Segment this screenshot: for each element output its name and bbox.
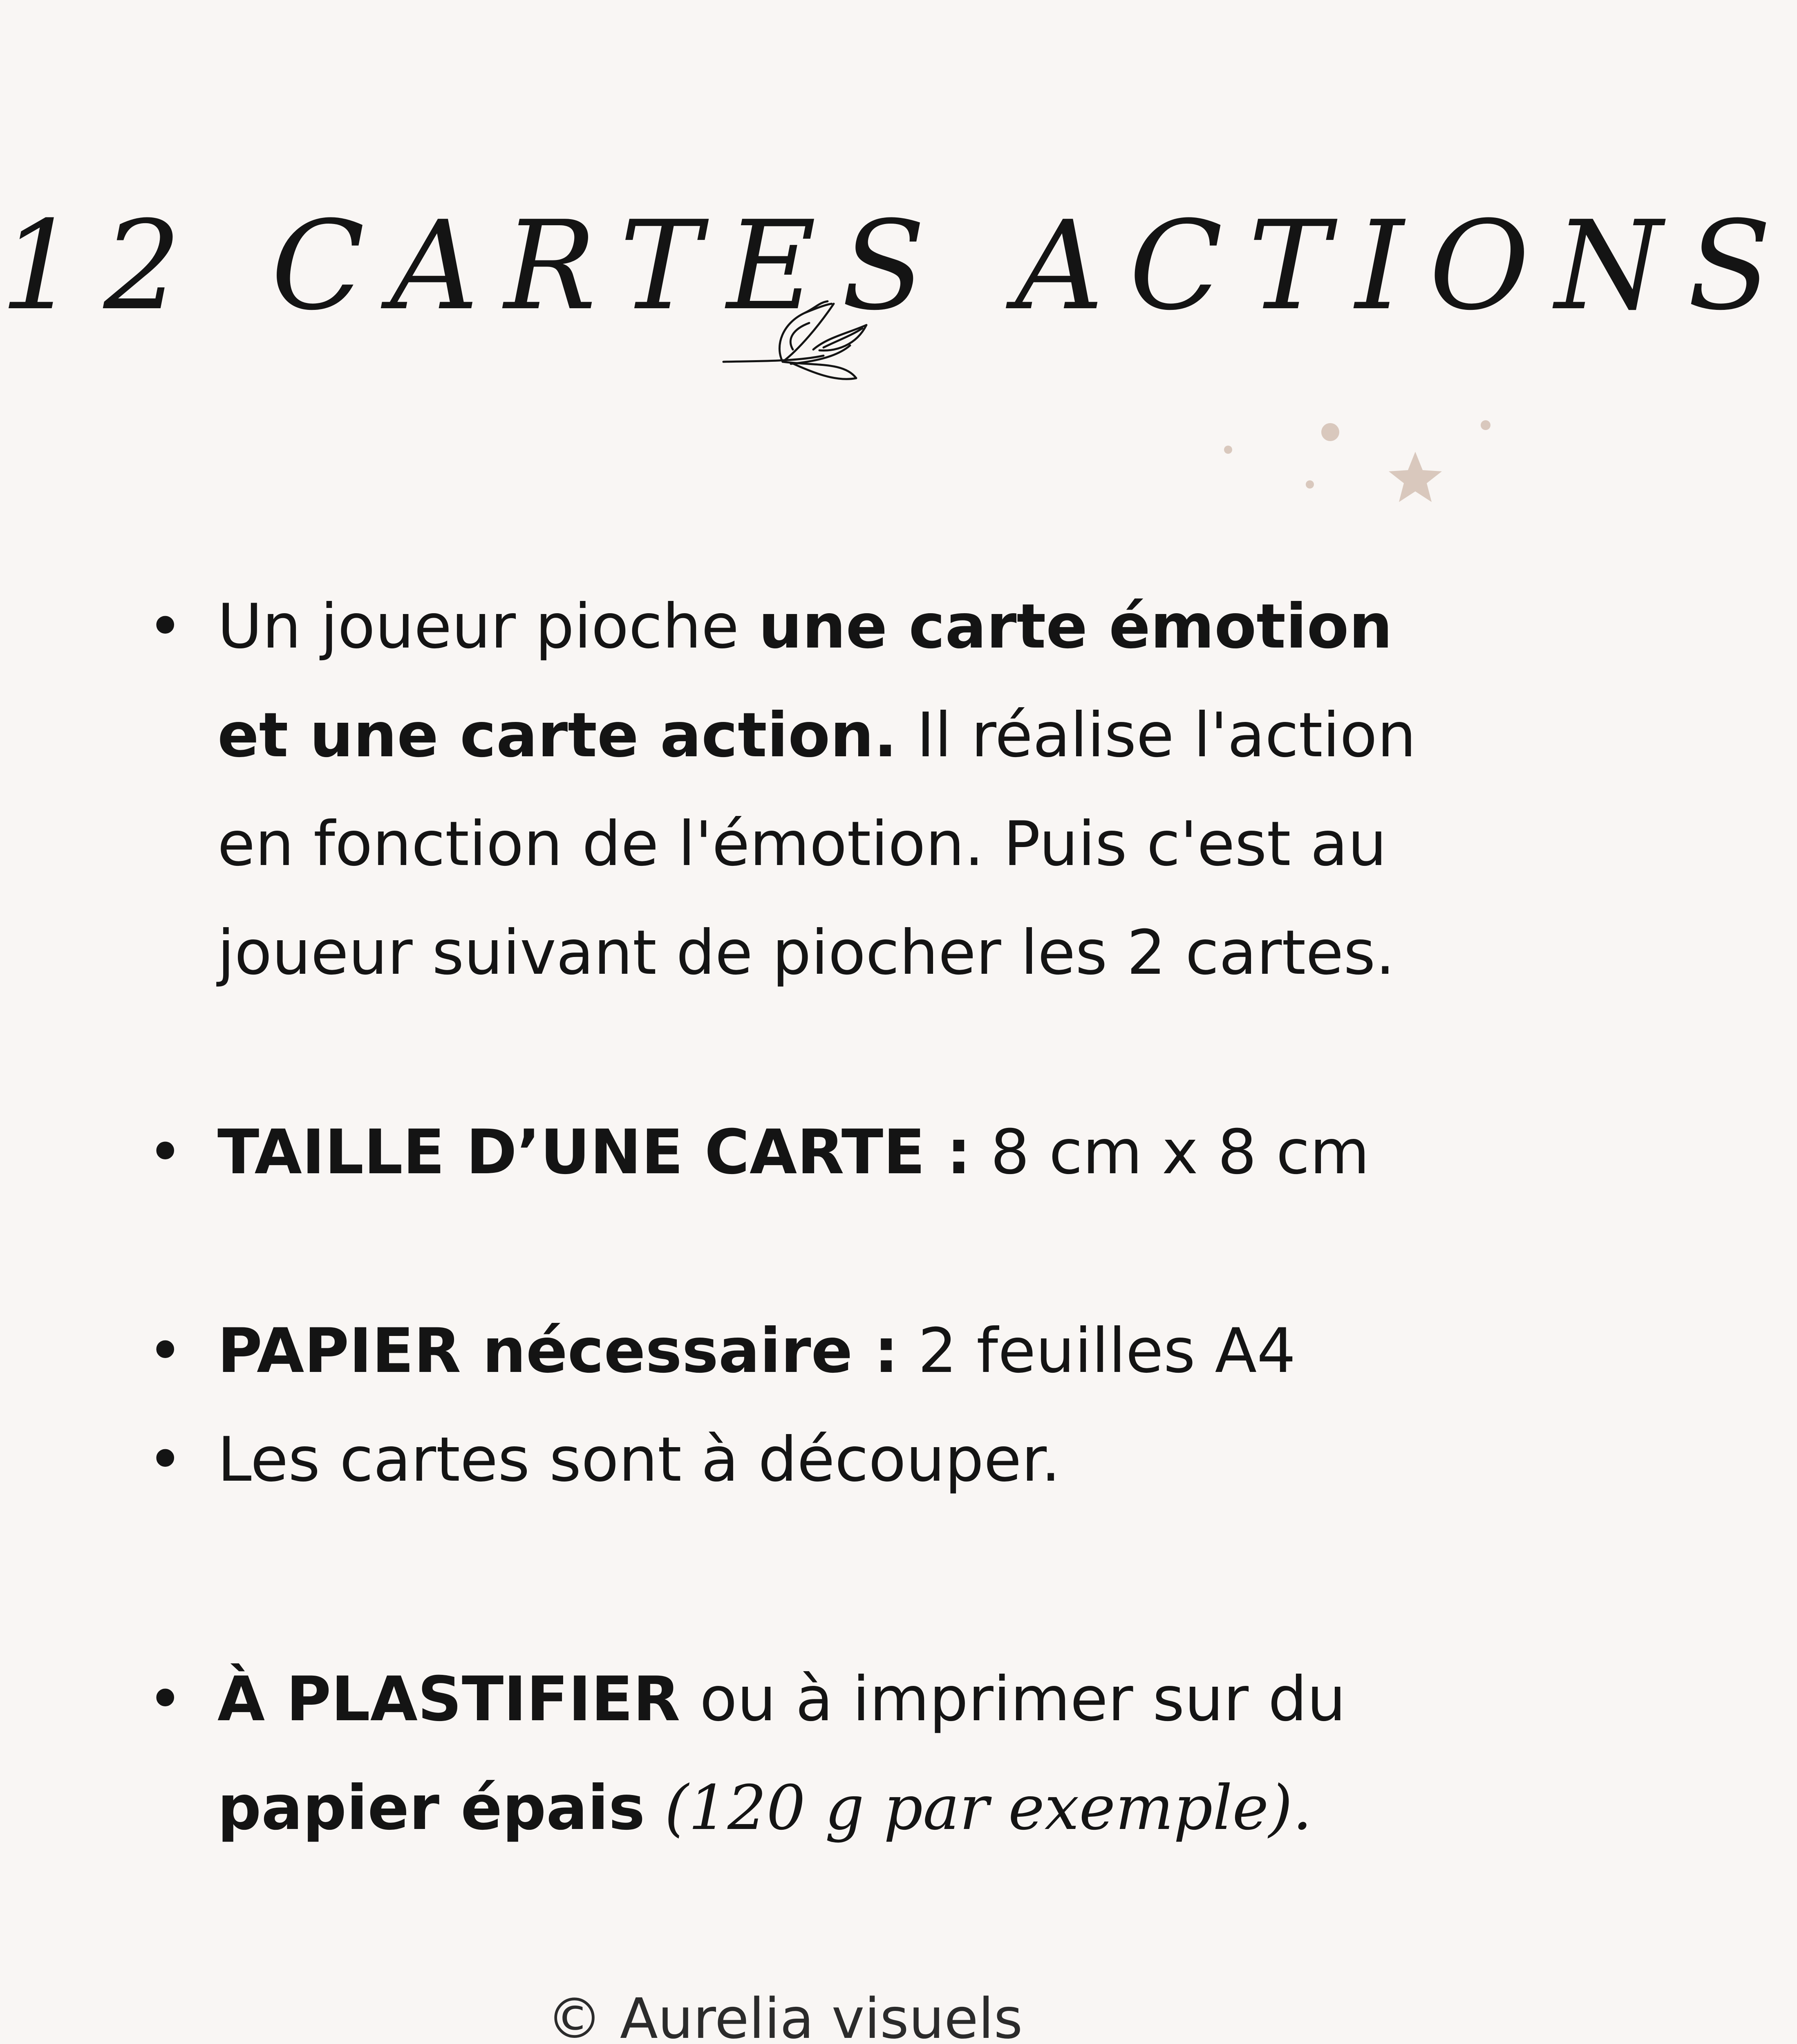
item-text-bold: une carte émotion et une carte action. (217, 591, 1393, 771)
item-text-italic: (120 g par exemple). (645, 1773, 1312, 1844)
list-item (147, 1405, 1475, 1514)
bullet: • (147, 1316, 184, 1387)
bullet: • (147, 1424, 184, 1495)
page-title: 12 CARTES ACTIONS (0, 195, 1797, 337)
item-text: 2 feuilles A4 (898, 1316, 1296, 1387)
item-text: ou à imprimer sur du (680, 1664, 1346, 1735)
copyright-footer: © Aurelia visuels (546, 1987, 1023, 2044)
dot-icon (1224, 446, 1232, 454)
item-text: Il réalise l'action en fonction de l'émotion. Puis c'est au joueur suivant de piocher les 2 cartes. (217, 700, 1416, 988)
item-text-bold: papier épais (217, 1773, 645, 1844)
item-text-bold: PAPIER nécessaire : (217, 1316, 899, 1387)
bullet: • (147, 1117, 184, 1188)
item-text-bold: TAILLE D’UNE CARTE : (217, 1117, 971, 1188)
item-text-bold: À PLASTIFIER (217, 1664, 680, 1735)
dot-icon (1306, 480, 1314, 489)
bullet: • (147, 591, 184, 662)
item-text: 8 cm x 8 cm (971, 1117, 1370, 1188)
list-item (147, 1297, 1475, 1405)
item-text: Les cartes sont à découper. (217, 1424, 1061, 1495)
leaf-icon (721, 300, 873, 394)
bullet: • (147, 1664, 184, 1735)
item-text: Un joueur pioche (217, 591, 759, 662)
list-item (147, 1098, 1475, 1207)
star-decoration (1210, 413, 1504, 515)
list-item (147, 1645, 1475, 1862)
dot-icon (1321, 423, 1339, 441)
star-icon (1389, 452, 1442, 502)
list-item (147, 572, 1475, 1007)
dot-icon (1481, 420, 1490, 430)
bullet-list (147, 572, 1475, 1862)
